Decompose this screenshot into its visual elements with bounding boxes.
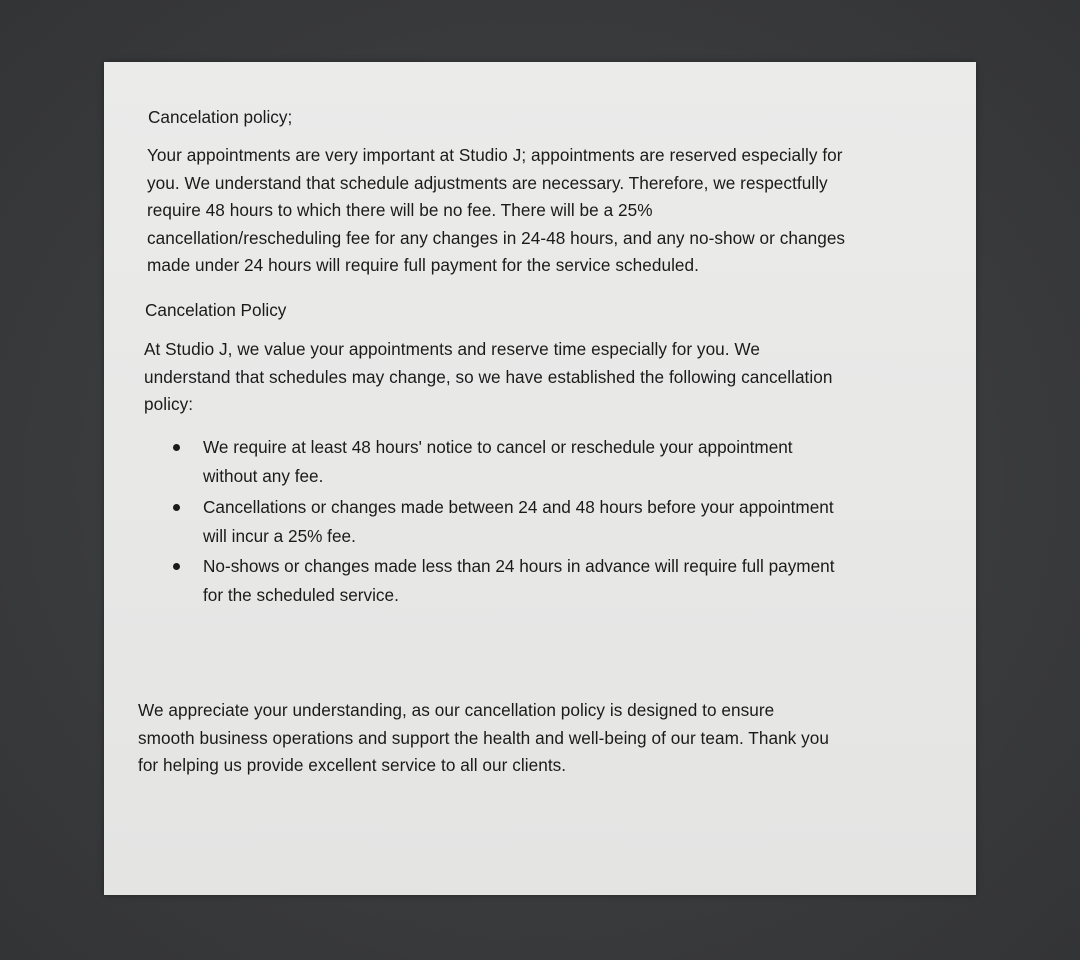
text-line: for the scheduled service. <box>203 585 399 605</box>
bullet-dot-icon <box>173 504 180 511</box>
text-line: made under 24 hours will require full payment for the service scheduled. <box>147 255 699 276</box>
list-item <box>144 552 943 610</box>
heading-cancelation-policy-1: Cancelation policy; <box>148 107 293 127</box>
bullet-dot-icon <box>173 563 180 570</box>
policy-paragraph-1 <box>147 142 947 280</box>
text-line: will incur a 25% fee. <box>203 525 356 546</box>
text-line: understand that schedules may change, so we have established the following cancellation <box>144 366 833 387</box>
text-line: without any fee. <box>203 466 324 486</box>
text-line: No-shows or changes made less than 24 hours in advance will require full payment <box>203 556 835 576</box>
policy-bullet-list <box>144 433 944 612</box>
bullet-dot-icon <box>173 444 180 451</box>
text-line: you. We understand that schedule adjustments are necessary. Therefore, we respectfully <box>147 172 828 193</box>
text-line: policy: <box>144 394 194 415</box>
list-item <box>144 493 943 551</box>
text-line: Cancellations or changes made between 24 and 48 hours before your appointment <box>203 496 834 517</box>
text-line: smooth business operations and support the health and well-being of our team. Thank you <box>138 727 830 748</box>
closing-paragraph <box>138 697 958 780</box>
text-line: for helping us provide excellent service to all our clients. <box>138 755 567 776</box>
text-line: Your appointments are very important at Studio J; appointments are reserved especially for <box>147 145 843 165</box>
text-line: require 48 hours to which there will be no fee. There will be a 25% <box>147 200 653 221</box>
paper-sheet <box>104 62 976 895</box>
text-line: At Studio J, we value your appointments and reserve time especially for you. We <box>144 339 761 359</box>
text-line: We require at least 48 hours' notice to cancel or reschedule your appointment <box>203 437 793 457</box>
text-line: cancellation/rescheduling fee for any changes in 24-48 hours, and any no-show or changes <box>147 227 846 248</box>
text-line: We appreciate your understanding, as our cancellation policy is designed to ensure <box>138 700 775 720</box>
policy-paragraph-2 <box>144 336 944 419</box>
heading-cancelation-policy-2: Cancelation Policy <box>145 300 287 320</box>
list-item <box>144 433 943 491</box>
